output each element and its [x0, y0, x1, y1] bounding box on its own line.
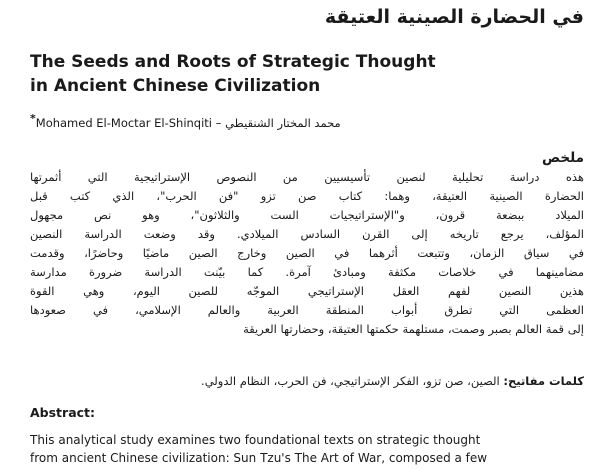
- arabic-abstract-line: في سياق الزمان، وتتبعت أثرهما في الصين وخارج الصين ماضيًا وحاضرًا، وقدمت: [30, 246, 584, 260]
- author-arabic-name: محمد المختار الشنقيطي: [225, 115, 341, 130]
- author-latin-name: Mohamed El-Moctar El-Shinqiti: [35, 115, 213, 130]
- english-title-line-2: in Ancient Chinese Civilization: [30, 76, 321, 96]
- keywords-label: كلمات مفاتيح:: [503, 374, 584, 388]
- english-abstract-line: from ancient Chinese civilization: Sun Tzu's The Art of War, composed a few: [30, 451, 488, 465]
- arabic-keywords: [201, 374, 584, 388]
- arabic-abstract-line: هذين النصين لفهم العقل الإستراتيجي الموجّه للصين اليوم، وهي القوة: [30, 284, 584, 298]
- arabic-abstract-line: العظمى التي تطرق أبواب المنطقة العربية والعالم الإسلامي، في صعودها: [30, 303, 584, 317]
- english-title-line-1: The Seeds and Roots of Strategic Thought: [30, 52, 436, 72]
- arabic-abstract-line: المؤلف، يرجع تاريخه إلى القرن السادس الميلادي. وقد وضعت الدراسة النصين: [30, 227, 584, 241]
- author-footnote-marker: *: [30, 112, 36, 125]
- arabic-abstract-line: الميلاد ببضعة قرون، و"الإستراتيجيات الست والثلاثون"، وهو نص مجهول: [30, 208, 584, 222]
- author-separator: –: [215, 115, 222, 130]
- arabic-abstract-heading: ملخص: [541, 150, 584, 166]
- english-abstract-line: This analytical study examines two foundational texts on strategic thought: [30, 433, 481, 447]
- arabic-abstract-line: هذه دراسة تحليلية لنصين تأسيسيين من النصوص الإستراتيجية التي أثمرتها: [30, 170, 584, 184]
- arabic-abstract-line: إلى قمة العالم بصبر وصمت، مستلهمة حكمتها العتيقة، وحضارتها العريقة: [243, 322, 584, 336]
- keywords-text: الصين، صن تزو، الفكر الإستراتيجي، فن الحرب، النظام الدولي.: [201, 374, 500, 388]
- arabic-title: في الحضارة الصينية العتيقة: [324, 6, 584, 28]
- arabic-abstract-body: [30, 168, 584, 339]
- english-title: [30, 50, 590, 98]
- english-abstract-body: [30, 431, 590, 467]
- arabic-abstract-line: الحضارة الصينية العتيقة، وهما: كتاب صن تزو "فن الحرب"، الذي كتب قبل: [30, 189, 584, 203]
- author-line: [30, 112, 341, 130]
- english-abstract-heading: Abstract:: [30, 405, 96, 420]
- arabic-abstract-line: مضامينهما في خلاصات مكثفة ومبادئ آمرة. كما بيّنت الدراسة ضرورة مدارسة: [30, 265, 584, 279]
